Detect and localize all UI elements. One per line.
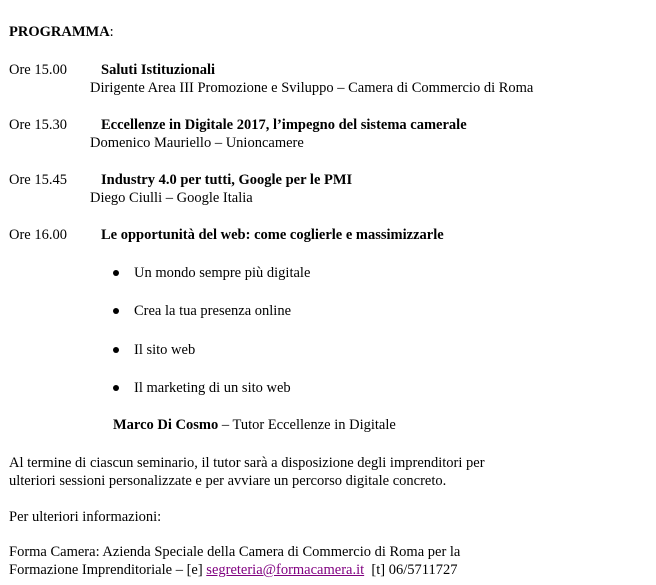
tutor-line (113, 417, 396, 434)
session-time: Ore 16.00 (9, 227, 67, 243)
session-title: Le opportunità del web: come coglierle e massimizzarle (101, 227, 444, 243)
contact-prefix: Formazione Imprenditoriale – [e] (9, 562, 207, 578)
bullet-icon (113, 308, 119, 314)
closing-line-2: ulteriori sessioni personalizzate e per avviare un percorso digitale concreto. (9, 473, 447, 489)
bullet-icon (113, 347, 119, 353)
programma-label: PROGRAMMA (9, 24, 110, 40)
session-time: Ore 15.00 (9, 62, 67, 78)
contact-phone: [t] 06/5711727 (364, 562, 458, 578)
session-speaker: Domenico Mauriello – Unioncamere (90, 135, 304, 151)
session-speaker: Dirigente Area III Promozione e Sviluppo – Camera di Commercio di Roma (90, 80, 534, 96)
bullet-icon (113, 385, 119, 391)
tutor-role: – Tutor Eccellenze in Digitale (218, 417, 396, 433)
tutor-name: Marco Di Cosmo (113, 417, 219, 433)
contact-line-1: Forma Camera: Azienda Speciale della Camera di Commercio di Roma per la (9, 544, 461, 560)
closing-line-1: Al termine di ciascun seminario, il tutor sarà a disposizione degli imprenditori per (9, 455, 485, 471)
bullet-item: Il marketing di un sito web (134, 380, 291, 396)
contact-line-2 (9, 562, 457, 579)
email-link[interactable]: segreteria@formacamera.it (206, 562, 365, 578)
session-speaker: Diego Ciulli – Google Italia (90, 190, 253, 206)
bullet-icon (113, 270, 119, 276)
programma-heading (9, 24, 114, 41)
bullet-item: Un mondo sempre più digitale (134, 265, 311, 281)
session-time: Ore 15.30 (9, 117, 67, 133)
bullet-item: Crea la tua presenza online (134, 303, 292, 319)
programma-colon: : (109, 24, 114, 40)
session-title: Eccellenze in Digitale 2017, l’impegno del sistema camerale (101, 117, 467, 133)
session-title: Saluti Istituzionali (101, 62, 216, 78)
session-time: Ore 15.45 (9, 172, 67, 188)
session-title: Industry 4.0 per tutti, Google per le PMI (101, 172, 353, 188)
bullet-item: Il sito web (134, 342, 196, 358)
info-label: Per ulteriori informazioni: (9, 509, 162, 525)
